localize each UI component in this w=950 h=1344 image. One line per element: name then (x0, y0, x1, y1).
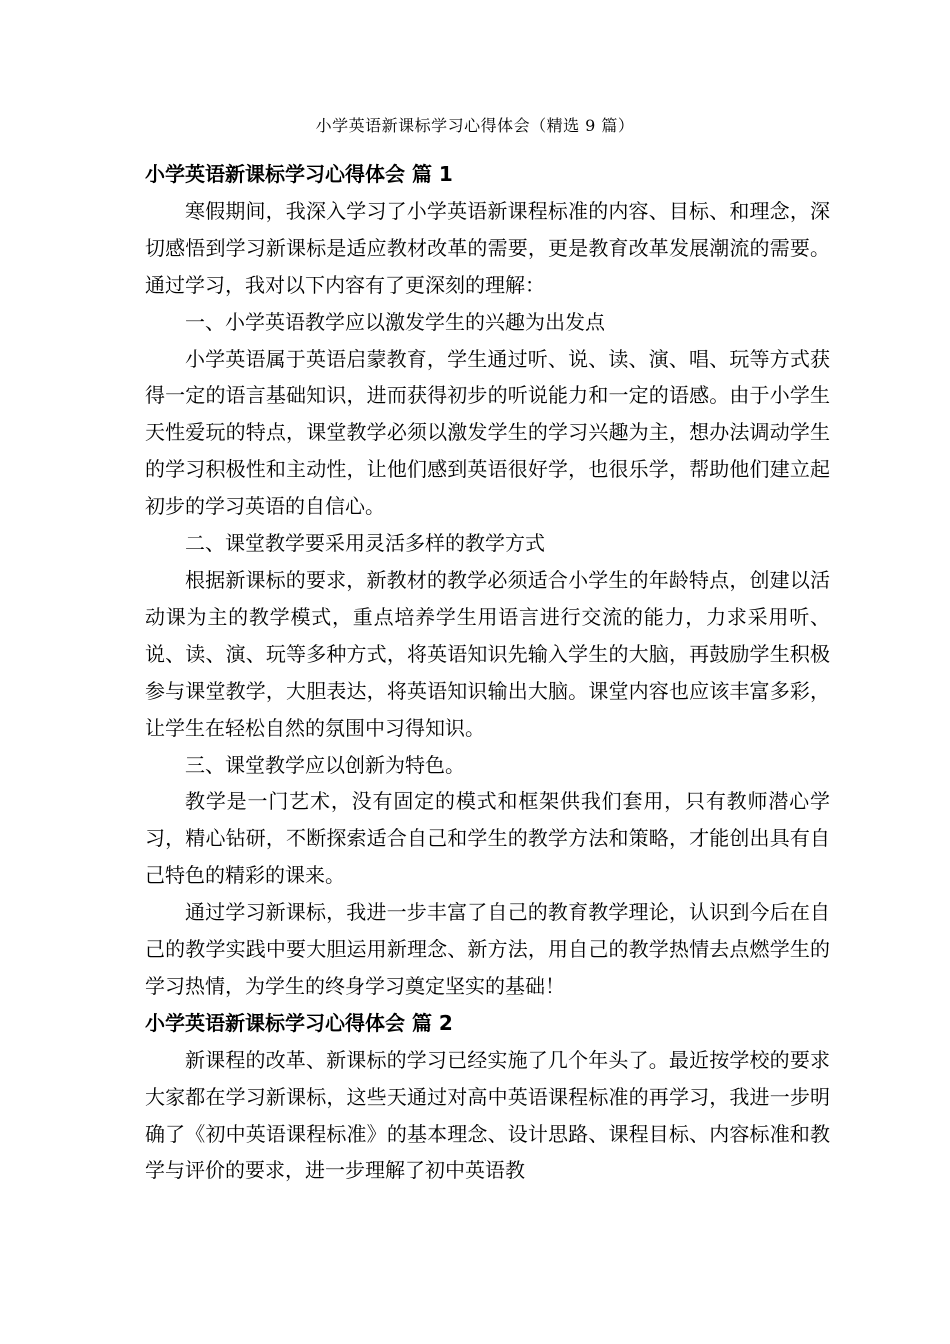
section-heading: 小学英语新课标学习心得体会 篇 1 (145, 162, 453, 186)
subheading-paragraph: 二、课堂教学要采用灵活多样的教学方式 (185, 531, 545, 556)
paragraph: 教学是一门艺术，没有固定的模式和框架供我们套用，只有教师潜心学习，精心钻研，不断探索适合自己和学生的教学方法和策略，才能创出具有自己特色的精彩的课来。 (145, 789, 830, 888)
paragraph: 根据新课标的要求，新教材的教学必须适合小学生的年龄特点，创建以活动课为主的教学模式，重点培养学生用语言进行交流的能力，力求采用听、说、读、演、玩等多种方式，将英语知识先输入学生的大脑，再鼓励学生积极参与课堂教学，大胆表达，将英语知识输出大脑。课堂内容也应该丰富多彩，让学生在轻松自然的氛围中习得知识。 (145, 567, 830, 740)
section-heading: 小学英语新课标学习心得体会 篇 2 (145, 1010, 453, 1035)
paragraph: 通过学习新课标，我进一步丰富了自己的教育教学理论，认识到今后在自己的教学实践中要大胆运用新理念、新方法，用自己的教学热情去点燃学生的学习热情，为学生的终身学习奠定坚实的基础！ (145, 900, 830, 998)
document-title: 小学英语新课标学习心得体会（精选 9 篇） (315, 116, 635, 135)
document-body (145, 156, 830, 1189)
subheading-paragraph: 三、课堂教学应以创新为特色。 (185, 752, 465, 777)
paragraph: 寒假期间，我深入学习了小学英语新课程标准的内容、目标、和理念，深切感悟到学习新课标是适应教材改革的需要，更是教育改革发展潮流的需要。通过学习，我对以下内容有了更深刻的理解： (145, 198, 830, 297)
paragraph: 新课程的改革、新课标的学习已经实施了几个年头了。最近按学校的要求大家都在学习新课标，这些天通过对高中英语课程标准的再学习，我进一步明确了《初中英语课程标准》的基本理念、设计思路、课程目标、内容标准和教学与评价的要求，进一步理解了初中英语教 (145, 1047, 830, 1183)
subheading-paragraph: 一、小学英语教学应以激发学生的兴趣为出发点 (185, 309, 605, 334)
paragraph: 小学英语属于英语启蒙教育，学生通过听、说、读、演、唱、玩等方式获得一定的语言基础知识，进而获得初步的听说能力和一定的语感。由于小学生天性爱玩的特点，课堂教学必须以激发学生的学习兴趣为主，想办法调动学生的学习积极性和主动性，让他们感到英语很好学，也很乐学，帮助他们建立起初步的学习英语的自信心。 (145, 346, 830, 519)
